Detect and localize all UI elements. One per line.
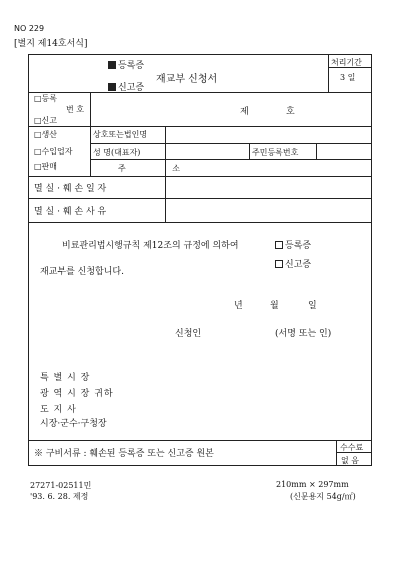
lost-reason-label: 멸 실 · 훼 손 사 유 bbox=[34, 207, 107, 217]
divider bbox=[28, 222, 372, 223]
statement-option-report: 신고증 bbox=[275, 257, 311, 270]
form-frame bbox=[28, 54, 372, 466]
divider bbox=[28, 440, 372, 441]
divider bbox=[90, 143, 372, 144]
divider bbox=[90, 159, 372, 160]
resident-number-label: 주민등록번호 bbox=[252, 148, 299, 157]
divider bbox=[165, 176, 166, 222]
number-prefix: 제 bbox=[240, 107, 249, 117]
paper-type: (신문용지 54g/㎡) bbox=[290, 492, 356, 501]
checkbox-icon bbox=[275, 260, 283, 268]
option-registration: 등록증 bbox=[108, 58, 144, 71]
document-number: NO 229 bbox=[14, 24, 45, 33]
address-label: 주 소 bbox=[118, 164, 202, 173]
number-suffix: 호 bbox=[286, 107, 295, 117]
statement-text-continued: 재교부를 신청합니다. bbox=[40, 267, 124, 277]
addressee-line: 광 역 시 장 귀하 bbox=[40, 389, 114, 399]
type-importer: □수입업자 bbox=[34, 147, 73, 156]
paper-size: 210mm × 297mm bbox=[276, 480, 349, 489]
footer-date: '93. 6. 28. 제정 bbox=[30, 492, 89, 501]
statement-text: 비료관리법시행규칙 제12조의 규정에 의하여 bbox=[62, 241, 239, 251]
number-label: 번 호 bbox=[66, 105, 84, 114]
lost-date-label: 멸 실 · 훼 손 일 자 bbox=[34, 184, 107, 194]
divider bbox=[28, 198, 372, 199]
divider bbox=[328, 54, 329, 92]
date-day-label: 일 bbox=[308, 301, 317, 311]
form-number: [별지 제14호서식] bbox=[14, 39, 88, 49]
company-name-label: 상호또는법인명 bbox=[93, 130, 148, 139]
divider bbox=[249, 143, 250, 159]
applicant-label: 신청인 bbox=[175, 329, 202, 339]
required-documents-note: ※ 구비서류 : 훼손된 등록증 또는 신고증 원본 bbox=[34, 449, 214, 459]
representative-label: 성 명(대표자) bbox=[93, 148, 141, 157]
divider bbox=[90, 92, 91, 126]
fee-label: 수수료 bbox=[340, 443, 364, 452]
fee-value: 없 음 bbox=[341, 456, 359, 465]
checkbox-icon bbox=[108, 83, 116, 91]
addressee-line: 시장·군수·구청장 bbox=[40, 419, 107, 429]
signature-label: (서명 또는 인) bbox=[275, 329, 332, 339]
date-month-label: 월 bbox=[270, 301, 279, 311]
divider bbox=[28, 176, 372, 177]
type-sales: □판매 bbox=[34, 162, 58, 171]
checkbox-icon bbox=[108, 61, 116, 69]
statement-option-registration: 등록증 bbox=[275, 238, 311, 251]
addressee-line: 도 지 사 bbox=[40, 405, 77, 415]
processing-period-label: 처리기간 bbox=[331, 58, 362, 67]
processing-period-value: 3 일 bbox=[340, 73, 356, 82]
date-year-label: 년 bbox=[234, 301, 243, 311]
divider bbox=[28, 92, 372, 93]
addressee-line: 특 별 시 장 bbox=[40, 373, 91, 383]
divider bbox=[336, 440, 337, 466]
report-label: □신고 bbox=[34, 116, 58, 125]
divider bbox=[90, 126, 91, 176]
footer-code: 27271-02511민 bbox=[30, 481, 92, 490]
option-report: 신고증 bbox=[108, 80, 144, 93]
type-production: □생산 bbox=[34, 130, 58, 139]
divider bbox=[28, 126, 372, 127]
registration-label: □등록 bbox=[34, 94, 58, 103]
form-title: 재교부 신청서 bbox=[156, 74, 218, 85]
checkbox-icon bbox=[275, 241, 283, 249]
divider bbox=[316, 143, 317, 159]
